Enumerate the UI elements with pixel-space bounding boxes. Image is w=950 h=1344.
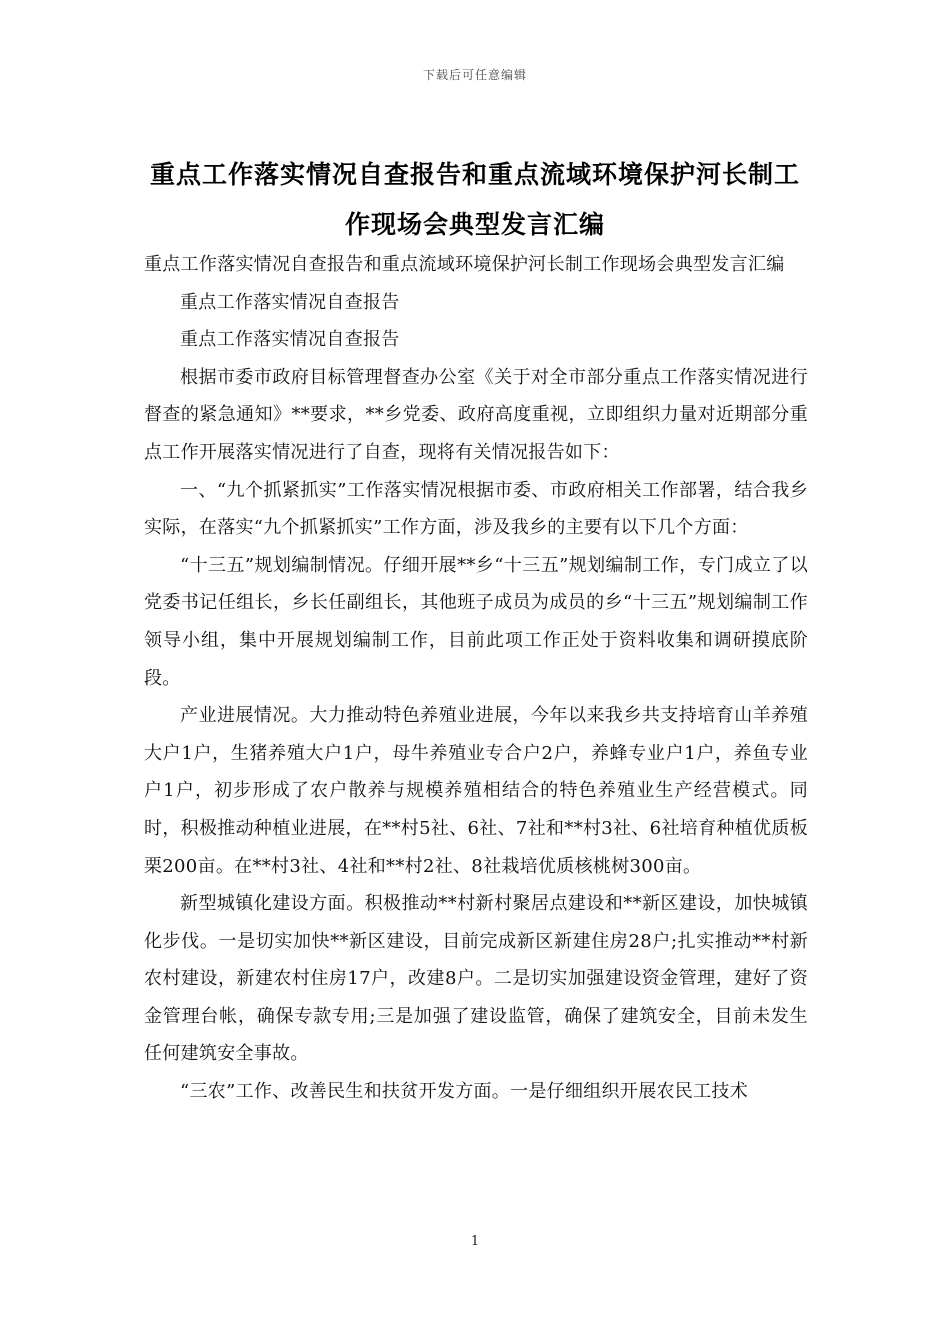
page-number: 1	[470, 1234, 480, 1249]
paragraph-subtitle: 重点工作落实情况自查报告和重点流域环境保护河长制工作现场会典型发言汇编	[144, 254, 785, 275]
paragraph: 产业进展情况。大力推动特色养殖业进展，今年以来我乡共支持培育山羊养殖大户1户，生猪养殖大户1户，母牛养殖业专合户2户，养蜂专业户1户，养鱼专业户1户，初步形成了农户散养与规模养殖相结合的特色养殖业生产经营模式。同时，积极推动种植业进展，在**村5社、6社、7社和**村3社、6社培育种植优质板栗200亩。在**村3社、4社和**村2社、8社栽培优质核桃树300亩。	[144, 705, 808, 877]
paragraph: 一、“九个抓紧抓实”工作落实情况根据市委、市政府相关工作部署，结合我乡实际，在落实“九个抓紧抓实”工作方面，涉及我乡的主要有以下几个方面：	[144, 479, 808, 539]
header-note: 下载后可任意编辑	[422, 68, 527, 82]
paragraph-heading: 重点工作落实情况自查报告	[180, 329, 400, 351]
paragraph-heading: 重点工作落实情况自查报告	[180, 291, 400, 313]
paragraph: 根据市委市政府目标管理督查办公室《关于对全市部分重点工作落实情况进行督查的紧急通知》**要求，**乡党委、政府高度重视，立即组织力量对近期部分重点工作开展落实情况进行了自查，现将有关情况报告如下：	[144, 366, 808, 463]
document-body	[144, 246, 808, 1111]
paragraph: “十三五”规划编制情况。仔细开展**乡“十三五”规划编制工作，专门成立了以党委书记任组长，乡长任副组长，其他班子成员为成员的乡“十三五”规划编制工作领导小组，集中开展规划编制工作，目前此项工作正处于资料收集和调研摸底阶段。	[144, 554, 808, 689]
paragraph: “三农”工作、改善民生和扶贫开发方面。一是仔细组织开展农民工技术	[180, 1081, 749, 1103]
paragraph: 新型城镇化建设方面。积极推动**村新村聚居点建设和**新区建设，加快城镇化步伐。一是切实加快**新区建设，目前完成新区新建住房28户;扎实推动**村新农村建设，新建农村住房17户，改建8户。二是切实加强建设资金管理，建好了资金管理台帐，确保专款专用;三是加强了建设监管，确保了建筑安全，目前未发生任何建筑安全事故。	[144, 893, 808, 1065]
document-title: 重点工作落实情况自查报告和重点流域环境保护河长制工作现场会典型发言汇编	[149, 160, 800, 239]
